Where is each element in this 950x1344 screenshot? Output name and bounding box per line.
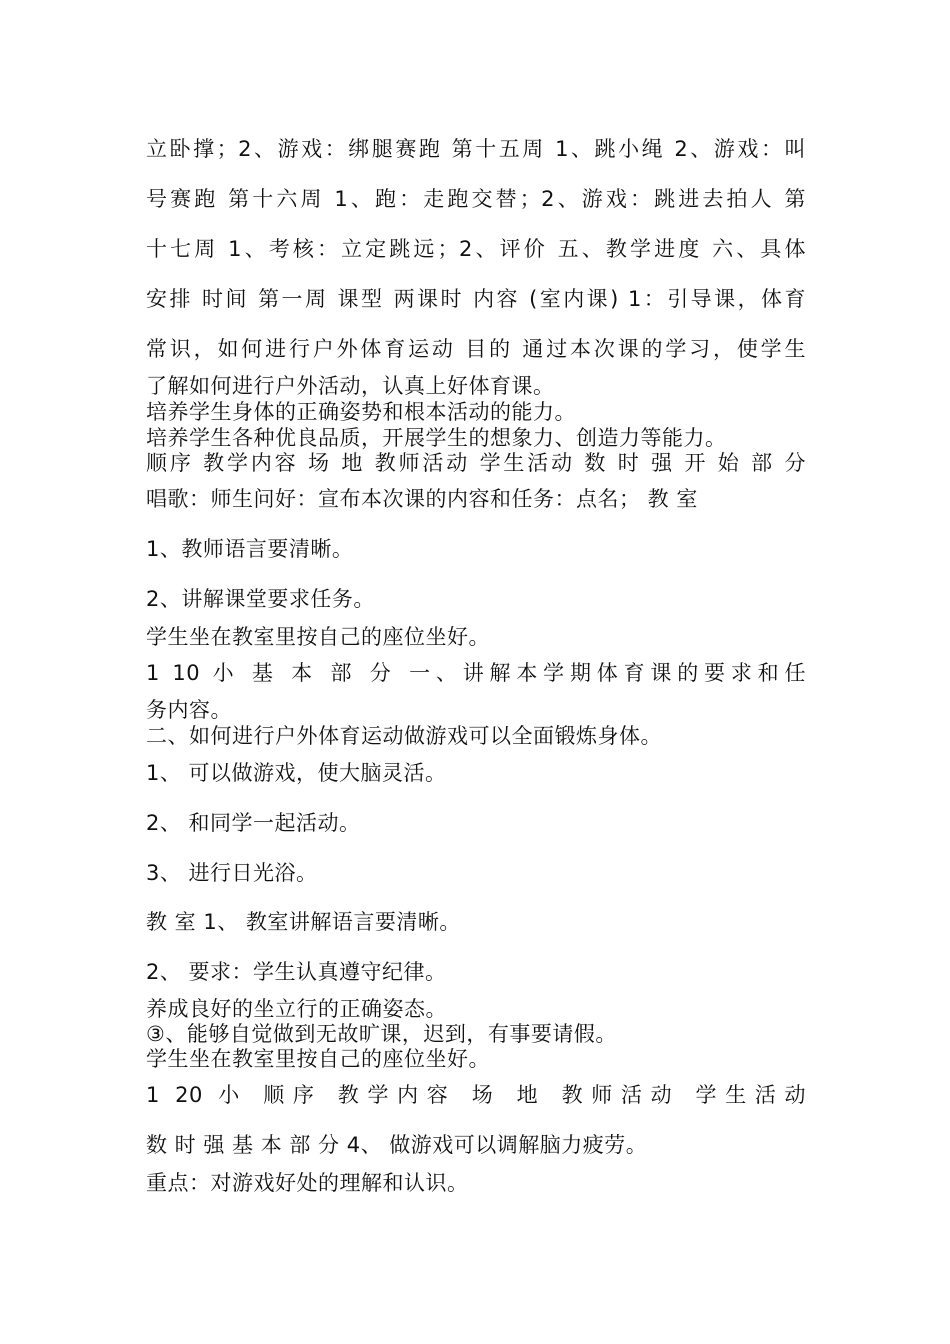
text-line: 2、 要求：学生认真遵守纪律。 — [146, 960, 447, 984]
text-line: 1、教师语言要清晰。 — [146, 537, 354, 561]
text-line: 立卧撑；2、游戏：绑腿赛跑 第十五周 1、跳小绳 2、游戏：叫 — [146, 137, 806, 161]
text-line: 唱歌：师生问好：宣布本次课的内容和任务：点名； 教 室 — [146, 487, 698, 511]
text-line: 培养学生身体的正确姿势和根本活动的能力。 — [146, 400, 576, 424]
text-line: 培养学生各种优良品质，开展学生的想象力、创造力等能力。 — [146, 426, 727, 450]
text-line: 了解如何进行户外活动，认真上好体育课。 — [146, 374, 555, 398]
text-line: 1 20 小 顺序 教学内容 场 地 教师活动 学生活动 — [146, 1083, 806, 1107]
text-line: 教 室 1、 教室讲解语言要清晰。 — [146, 910, 461, 934]
text-line: 安排 时间 第一周 课型 两课时 内容 (室内课) 1：引导课，体育 — [146, 287, 806, 311]
text-line: 号赛跑 第十六周 1、跑：走跑交替；2、游戏：跳进去拍人 第 — [146, 187, 806, 211]
text-line: 顺序 教学内容 场 地 教师活动 学生活动 数 时 强 开 始 部 分 — [146, 451, 806, 475]
text-line: 1、 可以做游戏，使大脑灵活。 — [146, 761, 447, 785]
text-line: 学生坐在教室里按自己的座位坐好。 — [146, 1047, 490, 1071]
text-line: 1 10 小 基 本 部 分 一、讲解本学期体育课的要求和任 — [146, 661, 806, 685]
text-line: ③、能够自觉做到无故旷课，迟到，有事要请假。 — [146, 1022, 617, 1046]
text-line: 务内容。 — [146, 698, 232, 722]
text-line: 学生坐在教室里按自己的座位坐好。 — [146, 625, 490, 649]
text-line: 2、 和同学一起活动。 — [146, 811, 361, 835]
text-line: 常识，如何进行户外体育运动 目的 通过本次课的学习，使学生 — [146, 337, 806, 361]
text-line: 十七周 1、考核：立定跳远；2、评价 五、教学进度 六、具体 — [146, 237, 806, 261]
text-line: 3、 进行日光浴。 — [146, 861, 318, 885]
text-line: 数 时 强 基 本 部 分 4、 做游戏可以调解脑力疲劳。 — [146, 1133, 648, 1157]
text-line: 重点：对游戏好处的理解和认识。 — [146, 1171, 469, 1195]
text-line: 2、讲解课堂要求任务。 — [146, 587, 375, 611]
text-line: 养成良好的坐立行的正确姿态。 — [146, 997, 447, 1021]
text-line: 二、如何进行户外体育运动做游戏可以全面锻炼身体。 — [146, 724, 662, 748]
